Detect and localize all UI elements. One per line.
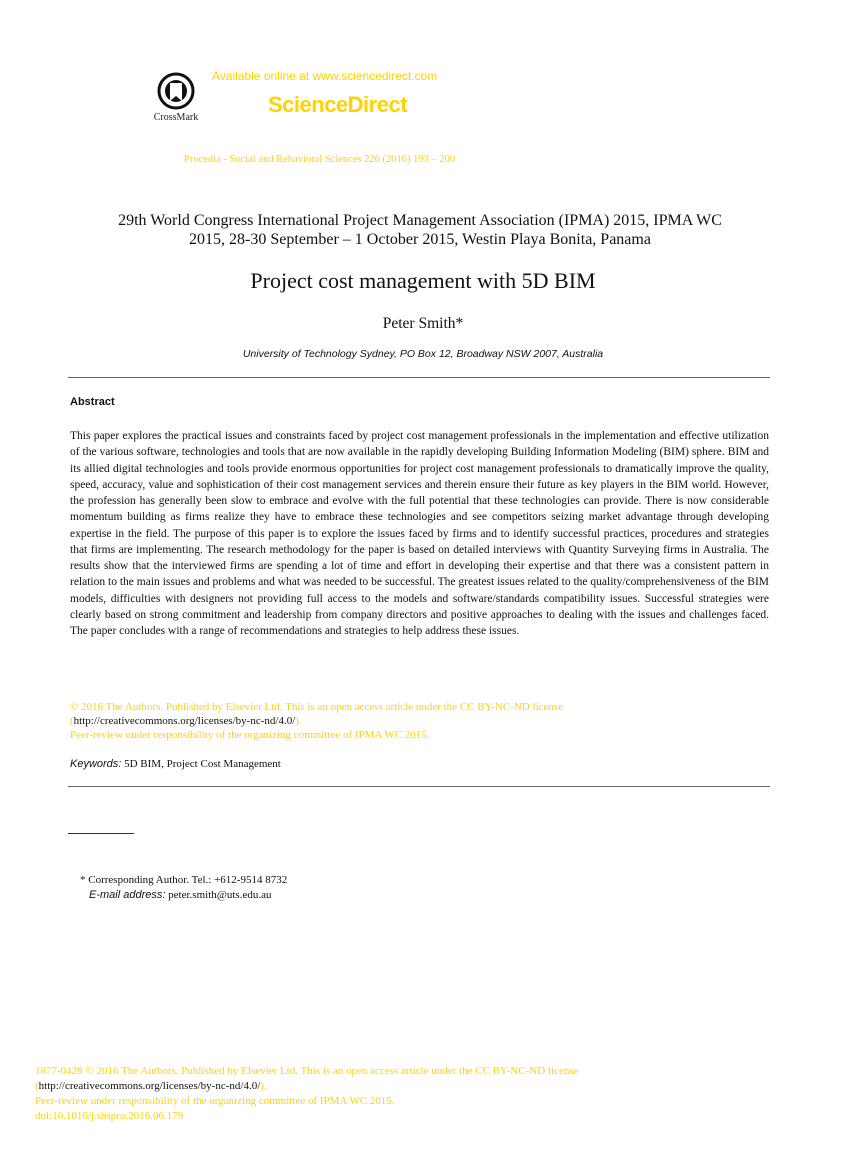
license-notice xyxy=(70,700,770,742)
available-online-link[interactable]: Available online at www.sciencedirect.com xyxy=(212,69,438,83)
congress-line-1: 29th World Congress International Project Management Association (IPMA) 2015, IPMA WC xyxy=(118,212,722,229)
congress-heading xyxy=(70,211,770,249)
journal-reference: Procedia - Social and Behavioral Sciences 226 (2016) 193 – 200 xyxy=(184,154,456,165)
license-paren-open: ( xyxy=(70,715,74,727)
license-paren-close: ). xyxy=(295,715,302,727)
abstract-heading: Abstract xyxy=(70,396,115,408)
sciencedirect-logo: ScienceDirect xyxy=(268,92,408,117)
top-divider xyxy=(68,377,770,378)
email-label: E-mail address: xyxy=(89,889,166,901)
abstract-body: This paper explores the practical issues and constraints faced by project cost management professionals in the implementation and effective utilization of the various software, technologies and tools that are now available in the rapidly developing Building Information Modeling (BIM) sphere. BIM and its allied digital technologies and tools provide enormous opportunities for project cost management professionals to dramatically improve the quality, speed, accuracy, value and sophistication of their cost management services and therein ensure their future as key players in the BIM world. However, the profession has generally been slow to embrace and evolve with the full potential that these technologies can provide. There is now considerable momentum building as firms realize they have to embrace these technologies and see competitors seizing market advantage through developing expertise in the field. The purpose of this paper is to explore the issues faced by firms and to identify successful practices, procedures and strategies that firms are implementing. The research methodology for the paper is based on detailed interviews with Quantity Surveying firms in Australia. The results show that the interviewed firms are spending a lot of time and effort in developing their expertise and that there was a consistent pattern in relation to the main issues and problems and what was needed to be successful. The greatest issues related to the quality/comprehensiveness of the BIM models, difficulties with designers not providing full access to the models and software/standards compatibility issues. Successful strategies were clearly based on strong commitment and leadership from company directors and positive approaches to dealing with the issues and challenges faced. The paper concludes with a range of recommendations and strategies to help address these issues. xyxy=(70,430,769,637)
congress-line-2: 2015, 28-30 September – 1 October 2015, Westin Playa Bonita, Panama xyxy=(189,231,651,248)
keywords xyxy=(70,758,281,770)
page-footer xyxy=(35,1064,579,1124)
footer-peer-review: Peer-review under responsibility of the organizing committee of IPMA WC 2015. xyxy=(35,1095,395,1107)
keywords-label: Keywords: xyxy=(70,758,122,770)
peer-review-line: Peer-review under responsibility of the organizing committee of IPMA WC 2015. xyxy=(70,729,430,741)
footer-paren-close: ). xyxy=(260,1080,267,1092)
keywords-value: 5D BIM, Project Cost Management xyxy=(121,758,281,770)
crossmark-icon xyxy=(157,72,195,110)
email-link[interactable]: peter.smith@uts.edu.au xyxy=(165,889,272,901)
bottom-divider xyxy=(68,786,770,787)
footnote-rule xyxy=(68,833,134,834)
doi-link[interactable]: doi:10.1016/j.sbspro.2016.06.179 xyxy=(35,1110,184,1122)
footer-license-url-link[interactable]: http://creativecommons.org/licenses/by-nc-nd/4.0/ xyxy=(38,1080,261,1092)
footer-license-line: 1877-0428 © 2016 The Authors. Published by Elsevier Ltd. This is an open access article under the CC BY-NC-ND license xyxy=(35,1065,579,1077)
article-title: Project cost management with 5D BIM xyxy=(250,268,596,293)
crossmark-label: CrossMark xyxy=(153,112,199,123)
license-url-link[interactable]: http://creativecommons.org/licenses/by-nc-nd/4.0/ xyxy=(73,715,296,727)
footnote xyxy=(80,873,287,903)
crossmark-badge[interactable] xyxy=(150,72,202,123)
corresponding-author: * Corresponding Author. Tel.: +612-9514 8732 xyxy=(80,874,288,886)
license-line: © 2016 The Authors. Published by Elsevier Ltd. This is an open access article under the CC BY-NC-ND license xyxy=(70,701,564,713)
author-affiliation: University of Technology Sydney, PO Box 12, Broadway NSW 2007, Australia xyxy=(242,348,604,360)
footer-paren-open: ( xyxy=(35,1080,39,1092)
article-author: Peter Smith* xyxy=(382,315,464,332)
